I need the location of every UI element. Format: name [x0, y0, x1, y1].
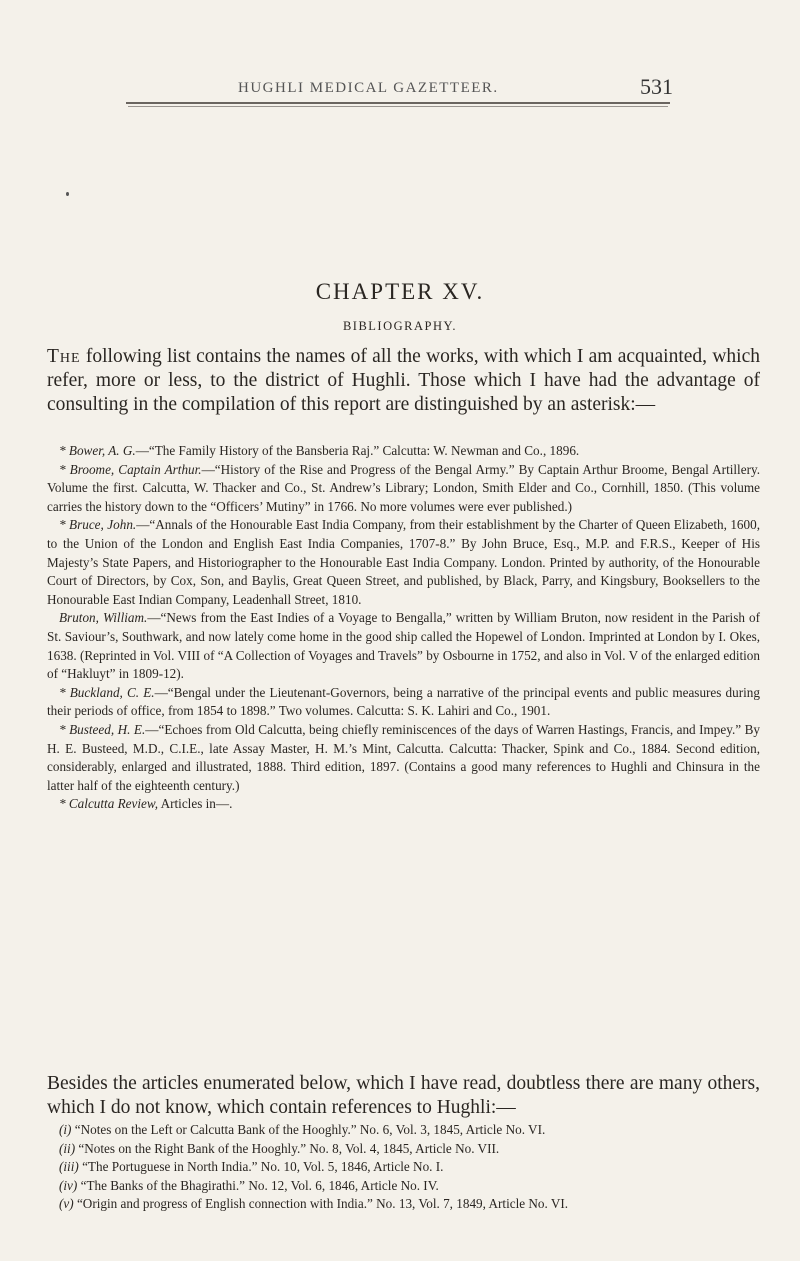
article-list: [47, 1121, 760, 1214]
entry-author: * Bruce, John.: [59, 517, 137, 533]
page-number: 531: [640, 74, 673, 99]
article-text: “Origin and progress of English connection with India.” No. 13, Vol. 7, 1849, Article No. VI.: [76, 1196, 569, 1212]
entry: [47, 516, 760, 609]
article-number: (iii): [59, 1159, 79, 1175]
entry-author: * Buckland, C. E.: [59, 684, 155, 700]
entry-text: Articles in—.: [158, 796, 233, 812]
entry-author: Bruton, William.: [59, 610, 148, 626]
entry: [47, 684, 760, 721]
article-text: “Notes on the Right Bank of the Hooghly.” No. 8, Vol. 4, 1845, Article No. VII.: [78, 1140, 500, 1156]
running-title: HUGHLI MEDICAL GAZETTEER.: [238, 80, 499, 96]
header-rule-thin: [128, 106, 668, 107]
margin-dot: [66, 192, 69, 196]
article-text: “The Banks of the Bhagirathi.” No. 12, Vol. 6, 1846, Article No. IV.: [80, 1177, 439, 1193]
article-item: [47, 1158, 760, 1177]
entry-author: * Bower, A. G.: [59, 443, 136, 458]
running-head: [0, 70, 800, 100]
entry-text: —“History of the Rise and Progress of the Bengal Army.” By Captain Arthur Broome, Bengal Artillery. Volume the first. Calcutta, W. Thacker and Co., St. Andrew’s Library; London, Smith Elder and Co., Cornhill, 1850. (This volume carries the history down to the “Officers’ Mutiny” in 1766. No more volumes were ever published.): [47, 461, 761, 514]
chapter-subtitle: BIBLIOGRAPHY.: [342, 319, 458, 333]
article-number: (ii): [59, 1140, 76, 1156]
intro-lead-word: The: [47, 346, 81, 367]
entry-text: —“Bengal under the Lieutenant-Governors, being a narrative of the principal events and public measures during their periods of office, from 1854 to 1898.” Two volumes. Calcutta: S. K. Lahiri and Co., 1901.: [47, 684, 760, 719]
entry-author: * Calcutta Review,: [59, 796, 159, 812]
article-item: [47, 1140, 760, 1159]
entry-author: * Broome, Captain Arthur.: [59, 461, 202, 477]
intro-text: following list contains the names of all the works, with which I am acquainted, which refer, more or less, to the district of Hughli. Those which I have had the advantage of consulting in the compilation of this report are distinguished by an asterisk:—: [47, 346, 760, 415]
entry-author: * Busteed, H. E.: [59, 721, 146, 737]
entry-text: —“Echoes from Old Calcutta, being chiefly reminiscences of the days of Warren Hastings, Francis, and Impey.” By H. E. Busteed, M.D., C.I.E., late Assay Master, H. M.’s Mint, Calcutta. Calcutta: Thacker, Spink and Co., 1884. Second edition, considerably, enlarged and illustrated, 1888. Third edition, 1897. (Contains a good many references to Hughli and Chinsura in the latter half of the eighteenth century.): [47, 721, 761, 793]
article-item: [47, 1195, 760, 1214]
article-item: [47, 1121, 760, 1140]
entry: [47, 461, 760, 517]
entry-text: —“The Family History of the Bansberia Raj.” Calcutta: W. Newman and Co., 1896.: [135, 443, 580, 458]
article-text: “The Portuguese in North India.” No. 10, Vol. 5, 1846, Article No. I.: [82, 1159, 444, 1175]
entry: [47, 609, 760, 683]
article-number: (i): [59, 1122, 72, 1137]
besides-paragraph: Besides the articles enumerated below, which I have read, doubtless there are many others, which I do not know, which contain references to Hughli:—: [47, 1073, 760, 1118]
intro-paragraph: [47, 345, 760, 417]
article-number: (iv): [59, 1177, 78, 1193]
entry-text: —“News from the East Indies of a Voyage to Bengalla,” written by William Bruton, now resident in the Parish of St. Saviour’s, Southwark, and now lately come home in the good ship called the Hopewel of London. Imprinted at London by I. Okes, 1638. (Reprinted in Vol. VIII of “A Collection of Voyages and Travels” by Osbourne in 1752, and also in Vol. V of the enlarged edition of “Hakluyt” in 1809-12).: [47, 610, 760, 682]
entry: [47, 721, 760, 795]
article-text: “Notes on the Left or Calcutta Bank of the Hooghly.” No. 6, Vol. 3, 1845, Article No. VI.: [74, 1122, 546, 1137]
entry: [47, 795, 760, 814]
header-rule: [126, 102, 670, 104]
article-number: (v): [59, 1196, 74, 1212]
bibliography-entries: [47, 442, 760, 814]
article-item: [47, 1177, 760, 1196]
entry: [47, 442, 760, 461]
chapter-title: CHAPTER XV.: [315, 279, 485, 304]
entry-text: —“Annals of the Honourable East India Company, from their establishment by the Charter of Queen Elizabeth, 1600, to the Union of the London and English East India Companies, 1707-8.” By John Bruce, Esq., M.P. and F.R.S., Keeper of His Majesty’s State Papers, and Historiographer to the Honourable East India Company. London. Printed by authority, of the Honourable Court of Directors, by Cox, Son, and Baylis, Great Queen Street, and published, by Black, Parry, and Kingsbury, Booksellers to the Honourable East Indian Company, Leadenhall Street, 1810.: [47, 517, 760, 607]
